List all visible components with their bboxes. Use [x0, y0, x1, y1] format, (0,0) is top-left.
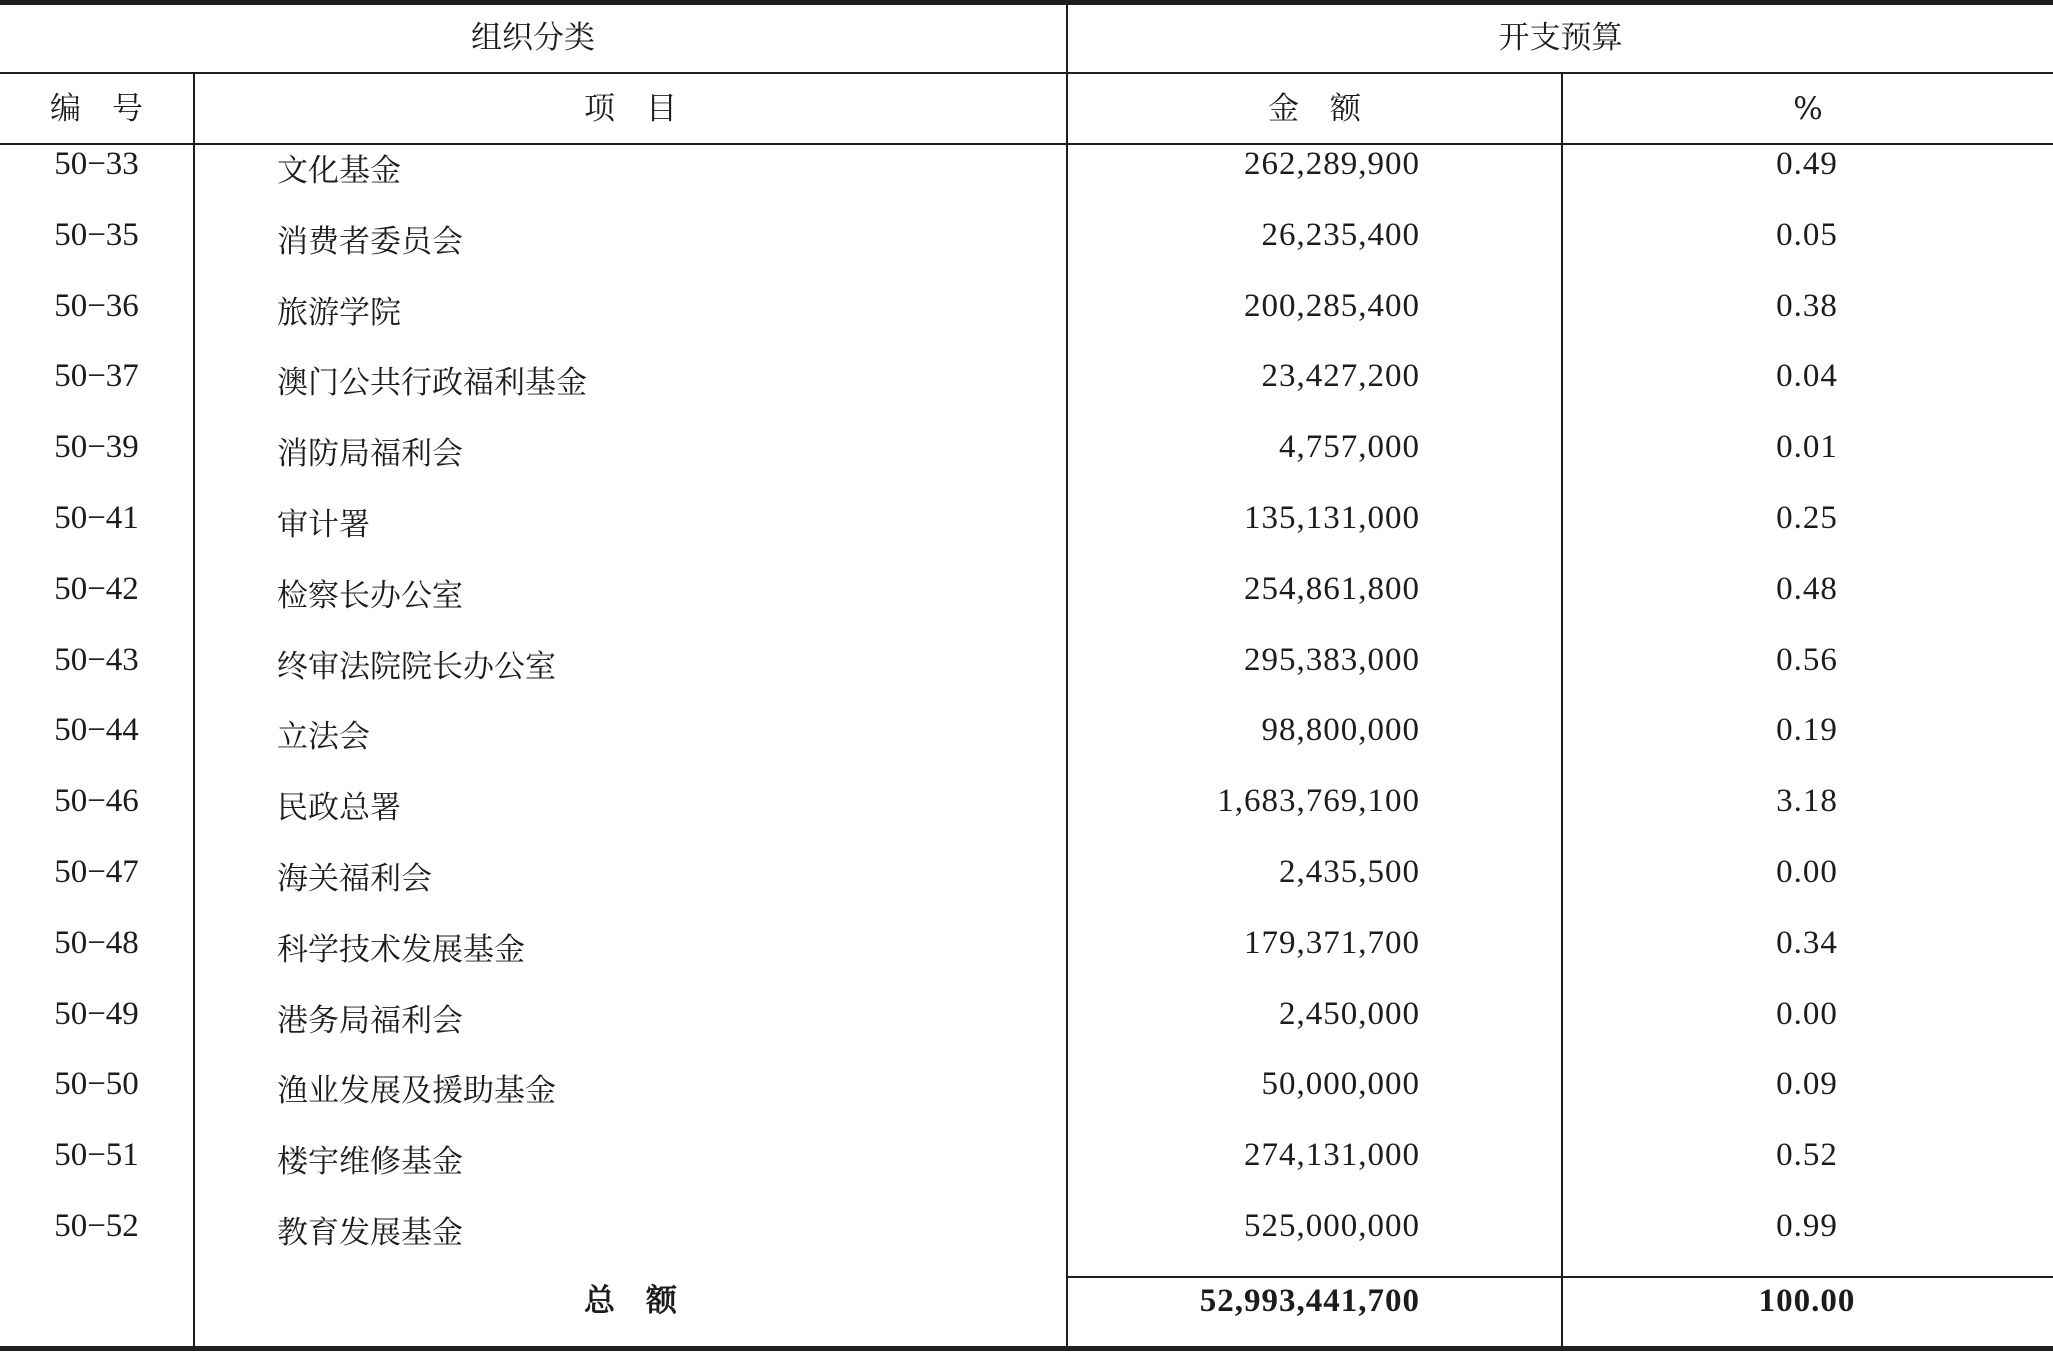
row-percent: 0.38: [1776, 287, 1838, 324]
row-item: 楼宇维修基金: [277, 1144, 463, 1181]
row-amount: 200,285,400: [1244, 287, 1420, 324]
row-item: 检察长办公室: [277, 577, 463, 614]
row-amount: 2,450,000: [1279, 995, 1420, 1032]
total-top-border: [1066, 1276, 2053, 1278]
row-amount: 254,861,800: [1244, 570, 1420, 607]
row-percent: 0.99: [1776, 1208, 1838, 1244]
row-code: 50−41: [54, 500, 139, 536]
row-percent: 0.00: [1776, 995, 1838, 1032]
row-percent: 0.25: [1776, 500, 1838, 536]
row-code: 50−42: [54, 570, 139, 607]
row-percent: 0.52: [1776, 1137, 1838, 1174]
row-code: 50−52: [54, 1208, 139, 1244]
total-label: 总 额: [584, 1283, 677, 1319]
row-item: 科学技术发展基金: [277, 931, 525, 968]
row-amount: 4,757,000: [1279, 429, 1420, 466]
total-percent: 100.00: [1758, 1283, 1856, 1319]
row-item: 海关福利会: [277, 861, 432, 897]
row-percent: 0.49: [1776, 146, 1838, 182]
row-item: 审计署: [277, 507, 370, 543]
row-percent: 0.56: [1776, 641, 1838, 678]
row-code: 50−49: [54, 995, 139, 1032]
row-item: 渔业发展及援助基金: [277, 1073, 556, 1110]
header-item: 项 目: [584, 91, 677, 127]
col-divider-code: [193, 74, 195, 1346]
row-amount: 26,235,400: [1261, 216, 1420, 253]
row-amount: 274,131,000: [1244, 1137, 1420, 1174]
row-percent: 0.05: [1776, 216, 1838, 253]
row-item: 立法会: [277, 719, 370, 756]
row-code: 50−47: [54, 854, 139, 890]
col-divider-group: [1066, 5, 1068, 1346]
row-code: 50−44: [54, 712, 139, 749]
header-expenditure-budget: 开支预算: [1498, 20, 1623, 56]
row-item: 港务局福利会: [277, 1002, 463, 1039]
total-amount: 52,993,441,700: [1199, 1283, 1420, 1319]
table-top-border: [0, 0, 2053, 5]
row-code: 50−39: [54, 429, 139, 466]
row-item: 旅游学院: [277, 294, 401, 331]
row-code: 50−35: [54, 216, 139, 253]
row-percent: 0.09: [1776, 1066, 1838, 1103]
row-percent: 0.34: [1776, 924, 1838, 961]
row-percent: 0.04: [1776, 358, 1838, 395]
header-amount: 金 额: [1268, 91, 1361, 127]
row-code: 50−51: [54, 1137, 139, 1174]
row-amount: 23,427,200: [1261, 358, 1420, 395]
row-amount: 262,289,900: [1244, 146, 1420, 182]
row-amount: 525,000,000: [1244, 1208, 1420, 1244]
row-amount: 2,435,500: [1279, 854, 1420, 890]
row-item: 澳门公共行政福利基金: [277, 365, 587, 402]
row-percent: 0.19: [1776, 712, 1838, 749]
row-code: 50−46: [54, 783, 139, 820]
row-amount: 295,383,000: [1244, 641, 1420, 678]
header-divider: [0, 72, 2053, 74]
header-percent: %: [1793, 91, 1823, 127]
row-amount: 179,371,700: [1244, 924, 1420, 961]
row-item: 教育发展基金: [277, 1215, 463, 1251]
row-code: 50−37: [54, 358, 139, 395]
row-item: 消费者委员会: [277, 223, 463, 260]
row-amount: 98,800,000: [1261, 712, 1420, 749]
row-percent: 0.01: [1776, 429, 1838, 466]
row-code: 50−33: [54, 146, 139, 182]
table-bottom-border: [0, 1346, 2053, 1351]
row-item: 消防局福利会: [277, 436, 463, 473]
row-percent: 0.48: [1776, 570, 1838, 607]
row-item: 终审法院院长办公室: [277, 648, 556, 685]
row-amount: 1,683,769,100: [1217, 783, 1420, 820]
header-org-classification: 组织分类: [471, 20, 595, 56]
row-percent: 0.00: [1776, 854, 1838, 890]
row-percent: 3.18: [1776, 783, 1838, 820]
row-amount: 50,000,000: [1261, 1066, 1420, 1103]
row-code: 50−36: [54, 287, 139, 324]
row-code: 50−43: [54, 641, 139, 678]
row-item: 文化基金: [277, 153, 401, 189]
row-item: 民政总署: [277, 790, 401, 827]
row-code: 50−50: [54, 1066, 139, 1103]
row-amount: 135,131,000: [1244, 500, 1420, 536]
row-code: 50−48: [54, 924, 139, 961]
header-code: 编 号: [50, 91, 143, 127]
